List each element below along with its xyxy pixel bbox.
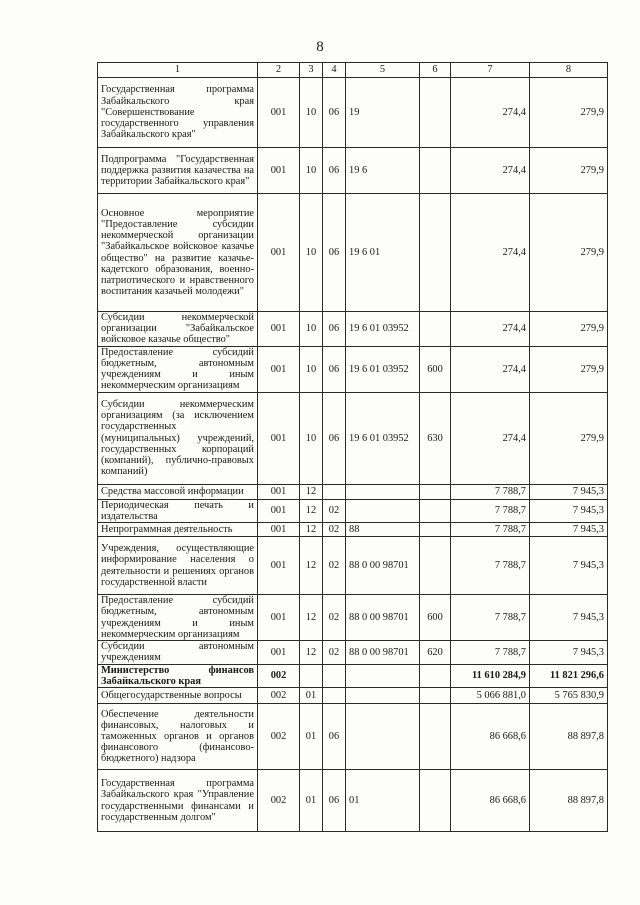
code-pr: 06 bbox=[323, 346, 346, 392]
sum-year-1: 274,4 bbox=[451, 346, 530, 392]
code-ved: 001 bbox=[258, 148, 300, 194]
header-cell: 4 bbox=[323, 63, 346, 78]
sum-year-1: 7 788,7 bbox=[451, 499, 530, 522]
table-row bbox=[98, 312, 608, 347]
row-name: Средства массовой информации bbox=[98, 484, 258, 499]
code-rz: 12 bbox=[300, 499, 323, 522]
code-pr: 06 bbox=[323, 148, 346, 194]
code-pr: 02 bbox=[323, 499, 346, 522]
code-ved: 001 bbox=[258, 537, 300, 595]
row-name: Обеспечение деятельности финансовых, налоговых и таможенных органов и органов финансового (финансово-бюджетного) надзора bbox=[98, 704, 258, 770]
code-pr: 06 bbox=[323, 704, 346, 770]
header-cell: 5 bbox=[346, 63, 420, 78]
row-name: Субсидии некоммерческой организации "Забайкальское войсковое казачье общество" bbox=[98, 312, 258, 347]
sum-year-2: 88 897,8 bbox=[530, 704, 608, 770]
code-vr bbox=[420, 704, 451, 770]
sum-year-1: 5 066 881,0 bbox=[451, 688, 530, 704]
code-vr bbox=[420, 499, 451, 522]
table-body bbox=[98, 78, 608, 832]
table-row bbox=[98, 641, 608, 664]
code-ved: 001 bbox=[258, 641, 300, 664]
table-row bbox=[98, 704, 608, 770]
code-ved: 001 bbox=[258, 194, 300, 312]
sum-year-2: 279,9 bbox=[530, 392, 608, 484]
sum-year-2: 11 821 296,6 bbox=[530, 664, 608, 687]
sum-year-2: 7 945,3 bbox=[530, 641, 608, 664]
sum-year-1: 274,4 bbox=[451, 148, 530, 194]
sum-year-2: 279,9 bbox=[530, 346, 608, 392]
code-pr: 06 bbox=[323, 392, 346, 484]
code-pr: 02 bbox=[323, 537, 346, 595]
code-ved: 001 bbox=[258, 392, 300, 484]
row-name: Подпрограмма "Государственная поддержка развития казачества на территории Забайкальского края" bbox=[98, 148, 258, 194]
table-row bbox=[98, 392, 608, 484]
code-csr bbox=[346, 499, 420, 522]
table-row bbox=[98, 499, 608, 522]
code-csr: 19 6 01 03952 bbox=[346, 312, 420, 347]
sum-year-2: 7 945,3 bbox=[530, 499, 608, 522]
sum-year-2: 7 945,3 bbox=[530, 523, 608, 537]
code-vr bbox=[420, 148, 451, 194]
code-ved: 002 bbox=[258, 704, 300, 770]
code-vr bbox=[420, 664, 451, 687]
code-ved: 001 bbox=[258, 484, 300, 499]
code-csr: 19 6 01 03952 bbox=[346, 346, 420, 392]
row-name: Общегосударственные вопросы bbox=[98, 688, 258, 704]
header-cell: 2 bbox=[258, 63, 300, 78]
code-csr bbox=[346, 704, 420, 770]
page-number: 8 bbox=[316, 39, 324, 55]
code-rz: 12 bbox=[300, 484, 323, 499]
row-name: Государственная программа Забайкальского края "Управление государственными финансами и государственным долгом" bbox=[98, 770, 258, 832]
row-name: Учреждения, осуществляющие информирование населения о деятельности и решениях органов государственной власти bbox=[98, 537, 258, 595]
sum-year-1: 274,4 bbox=[451, 392, 530, 484]
header-cell: 8 bbox=[530, 63, 608, 78]
row-name: Субсидии некоммерческим организациям (за исключением государственных (муниципальных) учреждений, государственных корпораций (компаний), публично-правовых компаний) bbox=[98, 392, 258, 484]
code-pr: 02 bbox=[323, 595, 346, 641]
code-vr bbox=[420, 78, 451, 148]
code-vr bbox=[420, 537, 451, 595]
sum-year-1: 7 788,7 bbox=[451, 484, 530, 499]
code-csr: 19 6 01 bbox=[346, 194, 420, 312]
code-rz: 12 bbox=[300, 595, 323, 641]
sum-year-1: 274,4 bbox=[451, 312, 530, 347]
code-rz bbox=[300, 664, 323, 687]
sum-year-1: 274,4 bbox=[451, 194, 530, 312]
table-row bbox=[98, 523, 608, 537]
code-ved: 002 bbox=[258, 664, 300, 687]
code-pr: 06 bbox=[323, 78, 346, 148]
sum-year-2: 7 945,3 bbox=[530, 484, 608, 499]
code-vr: 620 bbox=[420, 641, 451, 664]
sum-year-2: 279,9 bbox=[530, 194, 608, 312]
code-rz: 01 bbox=[300, 704, 323, 770]
code-rz: 01 bbox=[300, 770, 323, 832]
code-vr bbox=[420, 523, 451, 537]
sum-year-1: 7 788,7 bbox=[451, 537, 530, 595]
sum-year-1: 86 668,6 bbox=[451, 770, 530, 832]
code-rz: 10 bbox=[300, 392, 323, 484]
code-vr bbox=[420, 484, 451, 499]
code-rz: 12 bbox=[300, 641, 323, 664]
code-csr bbox=[346, 688, 420, 704]
row-name: Периодическая печать и издательства bbox=[98, 499, 258, 522]
row-name: Государственная программа Забайкальского края "Совершенствование государственного управления Забайкальского края" bbox=[98, 78, 258, 148]
row-name: Предоставление субсидий бюджетным, автономным учреждениям и иным некоммерческим организациям bbox=[98, 346, 258, 392]
code-rz: 10 bbox=[300, 148, 323, 194]
table-row bbox=[98, 688, 608, 704]
row-name: Предоставление субсидий бюджетным, автономным учреждениям и иным некоммерческим организациям bbox=[98, 595, 258, 641]
sum-year-2: 279,9 bbox=[530, 78, 608, 148]
code-csr: 88 bbox=[346, 523, 420, 537]
table-row bbox=[98, 484, 608, 499]
sum-year-1: 7 788,7 bbox=[451, 523, 530, 537]
code-csr bbox=[346, 484, 420, 499]
table-row bbox=[98, 595, 608, 641]
table-row bbox=[98, 78, 608, 148]
code-ved: 001 bbox=[258, 346, 300, 392]
row-name: Министерство финансов Забайкальского края bbox=[98, 664, 258, 687]
code-csr: 01 bbox=[346, 770, 420, 832]
table-row bbox=[98, 664, 608, 687]
table-row bbox=[98, 194, 608, 312]
sum-year-1: 274,4 bbox=[451, 78, 530, 148]
budget-table bbox=[97, 62, 608, 832]
code-vr bbox=[420, 312, 451, 347]
code-csr: 88 0 00 98701 bbox=[346, 537, 420, 595]
code-csr: 19 bbox=[346, 78, 420, 148]
code-ved: 002 bbox=[258, 688, 300, 704]
row-name: Непрограммная деятельность bbox=[98, 523, 258, 537]
code-pr bbox=[323, 664, 346, 687]
code-ved: 001 bbox=[258, 312, 300, 347]
code-rz: 10 bbox=[300, 78, 323, 148]
code-rz: 12 bbox=[300, 523, 323, 537]
code-vr: 600 bbox=[420, 346, 451, 392]
header-cell: 3 bbox=[300, 63, 323, 78]
sum-year-2: 7 945,3 bbox=[530, 537, 608, 595]
header-cell: 6 bbox=[420, 63, 451, 78]
code-csr: 88 0 00 98701 bbox=[346, 595, 420, 641]
code-vr: 600 bbox=[420, 595, 451, 641]
table-row bbox=[98, 148, 608, 194]
code-pr: 02 bbox=[323, 523, 346, 537]
code-pr: 06 bbox=[323, 194, 346, 312]
code-pr bbox=[323, 688, 346, 704]
code-vr bbox=[420, 688, 451, 704]
code-ved: 002 bbox=[258, 770, 300, 832]
code-rz: 12 bbox=[300, 537, 323, 595]
code-vr bbox=[420, 770, 451, 832]
code-pr: 06 bbox=[323, 770, 346, 832]
sum-year-2: 88 897,8 bbox=[530, 770, 608, 832]
code-pr bbox=[323, 484, 346, 499]
code-ved: 001 bbox=[258, 78, 300, 148]
code-vr bbox=[420, 194, 451, 312]
row-name: Субсидии автономным учреждениям bbox=[98, 641, 258, 664]
code-csr: 19 6 01 03952 bbox=[346, 392, 420, 484]
code-ved: 001 bbox=[258, 595, 300, 641]
code-pr: 06 bbox=[323, 312, 346, 347]
header-row bbox=[98, 63, 608, 78]
sum-year-1: 7 788,7 bbox=[451, 641, 530, 664]
sum-year-2: 7 945,3 bbox=[530, 595, 608, 641]
sum-year-1: 7 788,7 bbox=[451, 595, 530, 641]
code-csr: 19 6 bbox=[346, 148, 420, 194]
sum-year-1: 86 668,6 bbox=[451, 704, 530, 770]
code-rz: 10 bbox=[300, 312, 323, 347]
code-csr bbox=[346, 664, 420, 687]
header-cell: 1 bbox=[98, 63, 258, 78]
code-ved: 001 bbox=[258, 523, 300, 537]
table-row bbox=[98, 346, 608, 392]
code-csr: 88 0 00 98701 bbox=[346, 641, 420, 664]
sum-year-2: 279,9 bbox=[530, 148, 608, 194]
code-ved: 001 bbox=[258, 499, 300, 522]
sum-year-2: 5 765 830,9 bbox=[530, 688, 608, 704]
row-name: Основное мероприятие "Предоставление субсидии некоммерческой организации "Забайкальское войсковое казачье общество" на развитие казачье-кадетского образования, военно-патриотического и нравственного воспитания казачьей молодежи" bbox=[98, 194, 258, 312]
sum-year-1: 11 610 284,9 bbox=[451, 664, 530, 687]
code-rz: 01 bbox=[300, 688, 323, 704]
code-rz: 10 bbox=[300, 194, 323, 312]
sum-year-2: 279,9 bbox=[530, 312, 608, 347]
table-row bbox=[98, 770, 608, 832]
code-vr: 630 bbox=[420, 392, 451, 484]
header-cell: 7 bbox=[451, 63, 530, 78]
table-row bbox=[98, 537, 608, 595]
code-pr: 02 bbox=[323, 641, 346, 664]
code-rz: 10 bbox=[300, 346, 323, 392]
